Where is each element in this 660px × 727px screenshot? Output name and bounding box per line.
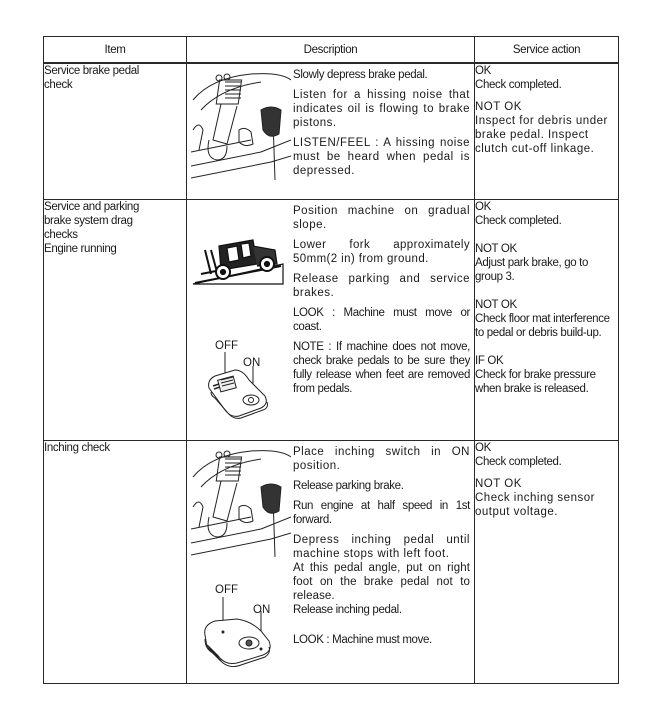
action-text: Check completed. bbox=[475, 214, 562, 227]
description-step: Lower fork approximately 50mm(2 in) from ground. bbox=[293, 238, 470, 265]
header-description: Description bbox=[187, 37, 475, 64]
item-text: Service and parking bbox=[44, 200, 139, 213]
description-cell bbox=[187, 199, 475, 440]
header-item: Item bbox=[44, 37, 187, 64]
pedal-illustration bbox=[191, 70, 291, 182]
action-status-label: OK bbox=[475, 65, 491, 77]
action-text: Adjust park brake, go to group 3. bbox=[475, 256, 589, 283]
description-step: LOOK : Machine must move. bbox=[293, 633, 432, 646]
item-text: checks bbox=[44, 228, 78, 241]
service-check-table bbox=[43, 36, 619, 684]
service-action-cell bbox=[475, 199, 619, 440]
description-step: Depress inching pedal until machine stops with left foot. bbox=[293, 533, 470, 560]
action-text: Check for brake pressure when brake is released. bbox=[475, 368, 596, 395]
action-status-label: NOT OK bbox=[475, 298, 517, 311]
switch-on-label: ON bbox=[253, 603, 271, 616]
item-text: Engine running bbox=[44, 242, 117, 255]
item-text: Inching check bbox=[44, 441, 110, 454]
inching-switch-illustration bbox=[201, 597, 277, 667]
forklift-on-slope-illustration bbox=[191, 234, 285, 286]
action-text: Check floor mat interference to pedal or debris build-up. bbox=[475, 312, 610, 339]
description-step: LOOK : Machine must move or coast. bbox=[293, 306, 470, 333]
pedal-illustration bbox=[191, 447, 291, 559]
description-cell bbox=[187, 63, 475, 199]
action-status-label: NOT OK bbox=[475, 101, 522, 113]
description-cell bbox=[187, 440, 475, 683]
description-step: Release parking brake. bbox=[293, 479, 404, 492]
action-status-label: IF OK bbox=[475, 354, 504, 367]
description-step: LISTEN/FEEL : A hissing noise must be heard when pedal is depressed. bbox=[293, 137, 470, 177]
description-step: Release parking and service brakes. bbox=[293, 272, 470, 299]
description-step: NOTE : If machine does not move, check brake pedals to be sure they fully release when feet are removed from pedals. bbox=[293, 340, 470, 395]
action-status-label: NOT OK bbox=[475, 242, 517, 255]
table-row bbox=[44, 63, 619, 199]
table-row bbox=[44, 440, 619, 683]
description-step: Slowly depress brake pedal. bbox=[293, 69, 428, 81]
switch-on-label: ON bbox=[243, 356, 261, 369]
description-step: Release inching pedal. bbox=[293, 603, 402, 616]
switch-off-label: OFF bbox=[215, 339, 238, 352]
action-status-label: OK bbox=[475, 200, 491, 213]
action-text: Check completed. bbox=[475, 455, 562, 468]
description-step: At this pedal angle, put on right foot on the brake pedal not to release. bbox=[293, 561, 470, 602]
item-text: brake system drag bbox=[44, 214, 133, 227]
description-step: Run engine at half speed in 1st forward. bbox=[293, 499, 470, 526]
action-status-label: NOT OK bbox=[475, 477, 522, 490]
item-cell bbox=[44, 63, 187, 199]
item-text: check bbox=[44, 79, 73, 91]
parking-brake-switch-illustration bbox=[205, 352, 275, 422]
description-step: Position machine on gradual slope. bbox=[293, 204, 470, 231]
action-text: Check inching sensor output voltage. bbox=[475, 491, 595, 518]
service-action-cell bbox=[475, 63, 619, 199]
description-step: Listen for a hissing noise that indicates oil is flowing to brake pistons. bbox=[293, 89, 470, 129]
item-text: Service brake pedal bbox=[44, 65, 139, 77]
action-text: Inspect for debris under brake pedal. Inspect clutch cut-off linkage. bbox=[475, 115, 608, 155]
description-step: Place inching switch in ON position. bbox=[293, 445, 470, 472]
table-header-row bbox=[44, 37, 619, 64]
action-status-label: OK bbox=[475, 441, 491, 454]
header-service-action: Service action bbox=[475, 37, 619, 64]
table-row bbox=[44, 199, 619, 440]
switch-off-label: OFF bbox=[215, 583, 238, 596]
service-action-cell bbox=[475, 440, 619, 683]
action-text: Check completed. bbox=[475, 79, 562, 91]
item-cell bbox=[44, 199, 187, 440]
item-cell bbox=[44, 440, 187, 683]
